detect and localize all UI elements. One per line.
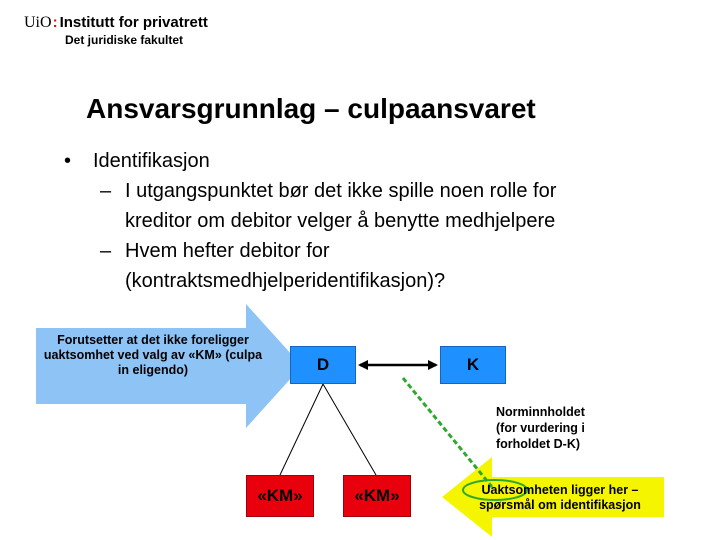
dash-marker-2: – <box>100 240 112 262</box>
faculty-name: Det juridiske fakultet <box>65 33 184 47</box>
norminnhold-line-1: Norminnholdet <box>496 405 585 419</box>
sub-bullet-2-line-1: Hvem hefter debitor for <box>125 240 330 262</box>
bullet-identifikasjon: Identifikasjon <box>93 150 210 172</box>
debitor-box: D <box>290 346 356 384</box>
uio-logo-text: UiO <box>24 14 52 31</box>
norminnhold-line-3: forholdet D-K) <box>496 437 581 451</box>
sub-bullet-1-line-1: I utgangspunktet bør det ikke spille noen rolle for <box>125 180 557 202</box>
sub-bullet-2-line-2: (kontraktsmedhjelperidentifikasjon)? <box>125 270 446 292</box>
yellow-arrow-label: Uaktsomheten ligger her – spørsmål om identifikasjon <box>479 483 641 512</box>
dash-marker-1: – <box>100 180 112 202</box>
tree-line-left <box>280 384 323 475</box>
logo-colon: : <box>52 14 58 31</box>
tree-line-right <box>323 384 376 475</box>
km-box-left: «KM» <box>246 475 314 517</box>
sub-bullet-1-line-2: kreditor om debitor velger å benytte medhjelpere <box>125 210 556 232</box>
norminnhold-line-2: (for vurdering i <box>496 421 585 435</box>
slide-title: Ansvarsgrunnlag – culpaansvaret <box>86 93 536 124</box>
kreditor-box: K <box>440 346 506 384</box>
green-dashed-line <box>403 378 492 487</box>
blue-arrow-label: Forutsetter at det ikke foreligger uaktsomhet ved valg av «KM» (culpa in eligendo) <box>43 333 263 377</box>
bullet-marker: • <box>64 150 72 172</box>
norminnhold-label <box>496 404 585 452</box>
km-box-right: «KM» <box>343 475 411 517</box>
institute-name: Institutt for privatrett <box>59 14 208 31</box>
